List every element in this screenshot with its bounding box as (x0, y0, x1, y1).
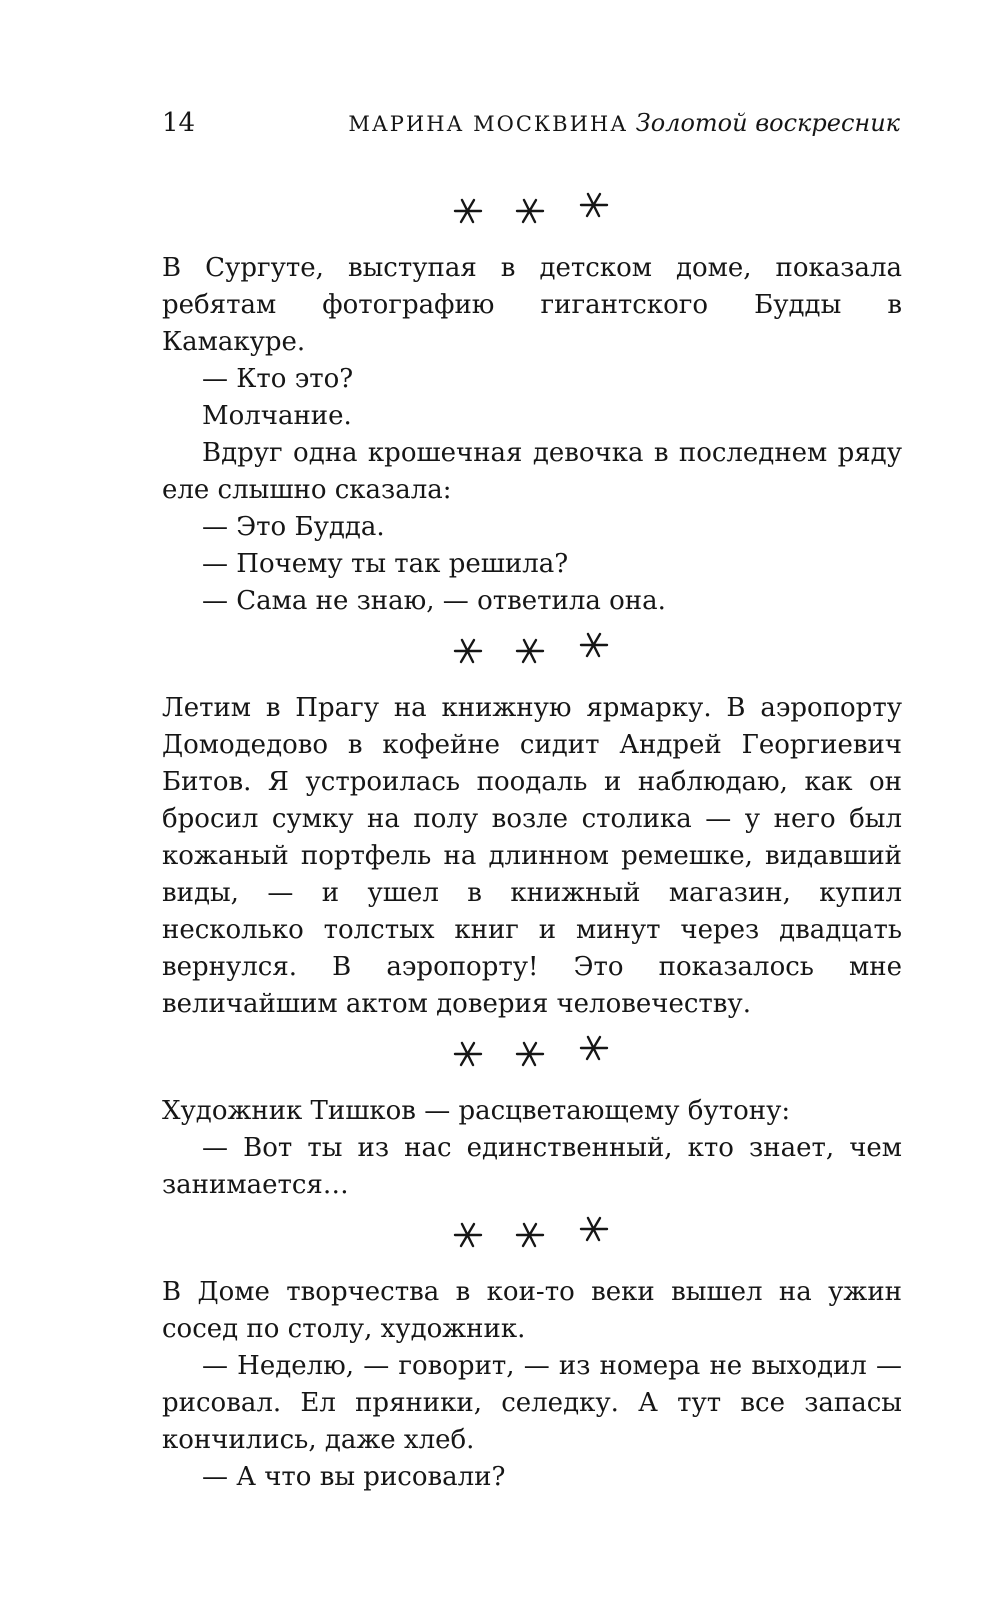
three-asterisks-icon (452, 1031, 612, 1071)
paragraph: В Доме творчества в кои-то веки вышел на ужин сосед по столу, художник. (162, 1277, 902, 1344)
section-separator (162, 1204, 902, 1274)
paragraph: Вдруг одна крошечная девочка в последнем ряду еле слышно сказала: (162, 438, 902, 505)
text-section (162, 1274, 902, 1496)
paragraph: — Сама не знаю, — ответила она. (202, 586, 666, 616)
paragraph: — Почему ты так решила? (202, 549, 569, 579)
three-asterisks-icon (452, 628, 612, 668)
text-section (162, 250, 902, 620)
paragraph: — Кто это? (202, 364, 354, 394)
three-asterisks-icon (452, 1212, 612, 1252)
running-head (348, 109, 900, 137)
page-number: 14 (162, 108, 196, 138)
book-title: Золотой воскресник (635, 109, 900, 137)
section-separator (162, 620, 902, 690)
paragraph: В Сургуте, выступая в детском доме, показала ребятам фотографию гигантского Будды в Камакуре. (162, 253, 902, 357)
author-name: МАРИНА МОСКВИНА (348, 112, 629, 136)
paragraph: — Вот ты из нас единственный, кто знает, чем занимается… (162, 1133, 902, 1200)
paragraph: Летим в Прагу на книжную ярмарку. В аэропорту Домодедово в кофейне сидит Андрей Георгиевич Битов. Я устроилась поодаль и наблюдаю, как он бросил сумку на полу возле столика — у него был кожаный портфель на длинном ремешке, видавший виды, — и ушел в книжный магазин, купил несколько толстых книг и минут через двадцать вернулся. В аэропорту! Это показалось мне величайшим актом доверия человечеству. (162, 693, 902, 1019)
page-header (162, 108, 900, 148)
section-separator (162, 180, 902, 250)
text-section (162, 1093, 902, 1204)
three-asterisks-icon (452, 188, 612, 228)
paragraph: — А что вы рисовали? (202, 1462, 506, 1492)
paragraph: Художник Тишков — расцветающему бутону: (162, 1096, 791, 1126)
section-separator (162, 1023, 902, 1093)
paragraph: Молчание. (202, 401, 352, 431)
text-section (162, 690, 902, 1023)
page-content (162, 180, 902, 1496)
paragraph: — Неделю, — говорит, — из номера не выходил — рисовал. Ел пряники, селедку. А тут все запасы кончились, даже хлеб. (162, 1351, 902, 1455)
paragraph: — Это Будда. (202, 512, 385, 542)
